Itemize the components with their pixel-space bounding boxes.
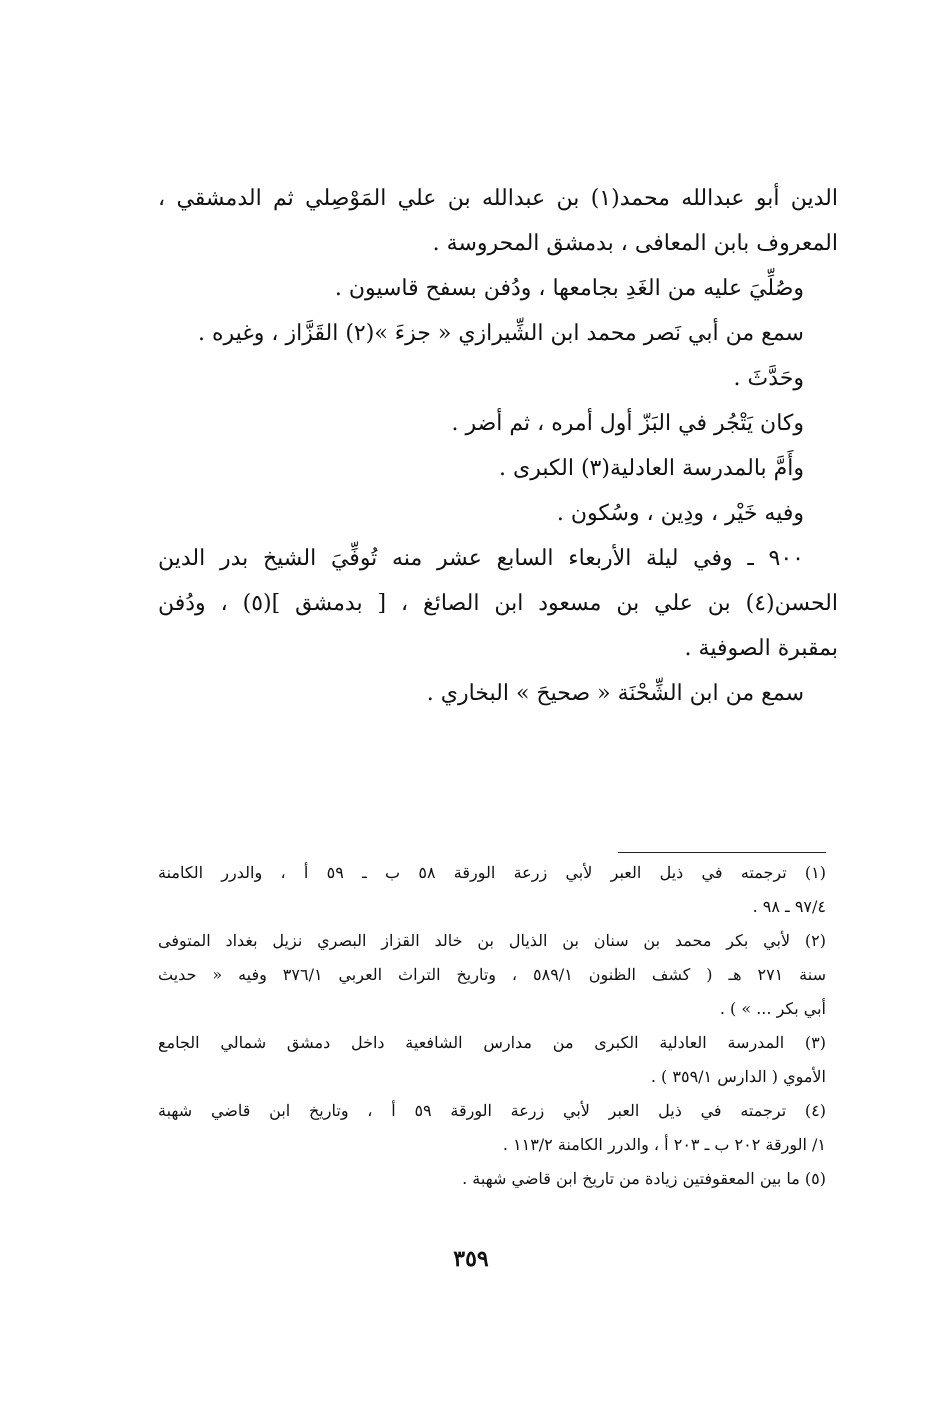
footnote-line: (٢) لأبي بكر محمد بن سنان بن الذيال بن خالد القزاز البصري نزيل بغداد المتوفى	[158, 931, 826, 950]
entry-heading-line: ٩٠٠ ـ وفي ليلة الأربعاء السابع عشر منه تُوفِّيَ الشيخ بدر الدين	[158, 546, 804, 571]
footnote-line: الأموي ( الدارس ٣٥٩/١ ) .	[650, 1067, 826, 1086]
text-line: وكان يَتْجُر في البَزّ أول أمره ، ثم أضر .	[451, 411, 804, 436]
footnote-line: ٩٧/٤ ـ ٩٨ .	[752, 897, 826, 916]
footnote-line: أبي بكر ... » ) .	[719, 999, 826, 1018]
text-line: بمقبرة الصوفية .	[684, 636, 838, 661]
text-line: وفيه خَيْر ، ودِين ، وسُكون .	[556, 501, 804, 526]
footnote-line: (٤) ترجمته في ذيل العبر لأبي زرعة الورقة ٥٩ أ ، وتاريخ ابن قاضي شهبة	[158, 1101, 826, 1120]
footnote-line: (١) ترجمته في ذيل العبر لأبي زرعة الورقة ٥٨ ب ـ ٥٩ أ ، والدرر الكامنة	[158, 863, 826, 882]
page-number: ٣٥٩	[453, 1246, 489, 1272]
text-line: سمع من ابن الشِّحْنَة « صحيحَ » البخاري .	[426, 681, 804, 706]
footnotes-block	[158, 856, 826, 1196]
main-text-block	[158, 176, 838, 716]
footnote-line: (٣) المدرسة العادلية الكبرى من مدارس الشافعية داخل دمشق شمالي الجامع	[158, 1033, 826, 1052]
text-line: سمع من أبي نَصر محمد ابن الشِّيرازي « جزءَ »(٢) القَزَّاز ، وغيره .	[198, 321, 804, 346]
text-line: وصُلِّيَ عليه من الغَدِ بجامعها ، ودُفن بسفح قاسيون .	[334, 276, 804, 301]
footnote-line: سنة ٢٧١ هـ ( كشف الظنون ٥٨٩/١ ، وتاريخ التراث العربي ٣٧٦/١ وفيه « حديث	[158, 965, 826, 984]
text-line: المعروف بابن المعافى ، بدمشق المحروسة .	[432, 231, 838, 256]
footnote-divider	[618, 852, 826, 853]
text-line: الدين أبو عبدالله محمد(١) بن عبدالله بن علي المَوْصِلي ثم الدمشقي ،	[158, 186, 838, 211]
footnote-line: ١/ الورقة ٢٠٢ ب ـ ٢٠٣ أ ، والدرر الكامنة ١١٣/٢ .	[502, 1135, 826, 1154]
text-line: وأَمَّ بالمدرسة العادلية(٣) الكبرى .	[499, 456, 804, 481]
text-line: وحَدَّثَ .	[733, 366, 804, 391]
footnote-line: (٥) ما بين المعقوفتين زيادة من تاريخ ابن قاضي شهبة .	[462, 1169, 826, 1188]
text-line: الحسن(٤) بن علي بن مسعود ابن الصائغ ، [ بدمشق ](٥) ، ودُفن	[158, 591, 838, 616]
